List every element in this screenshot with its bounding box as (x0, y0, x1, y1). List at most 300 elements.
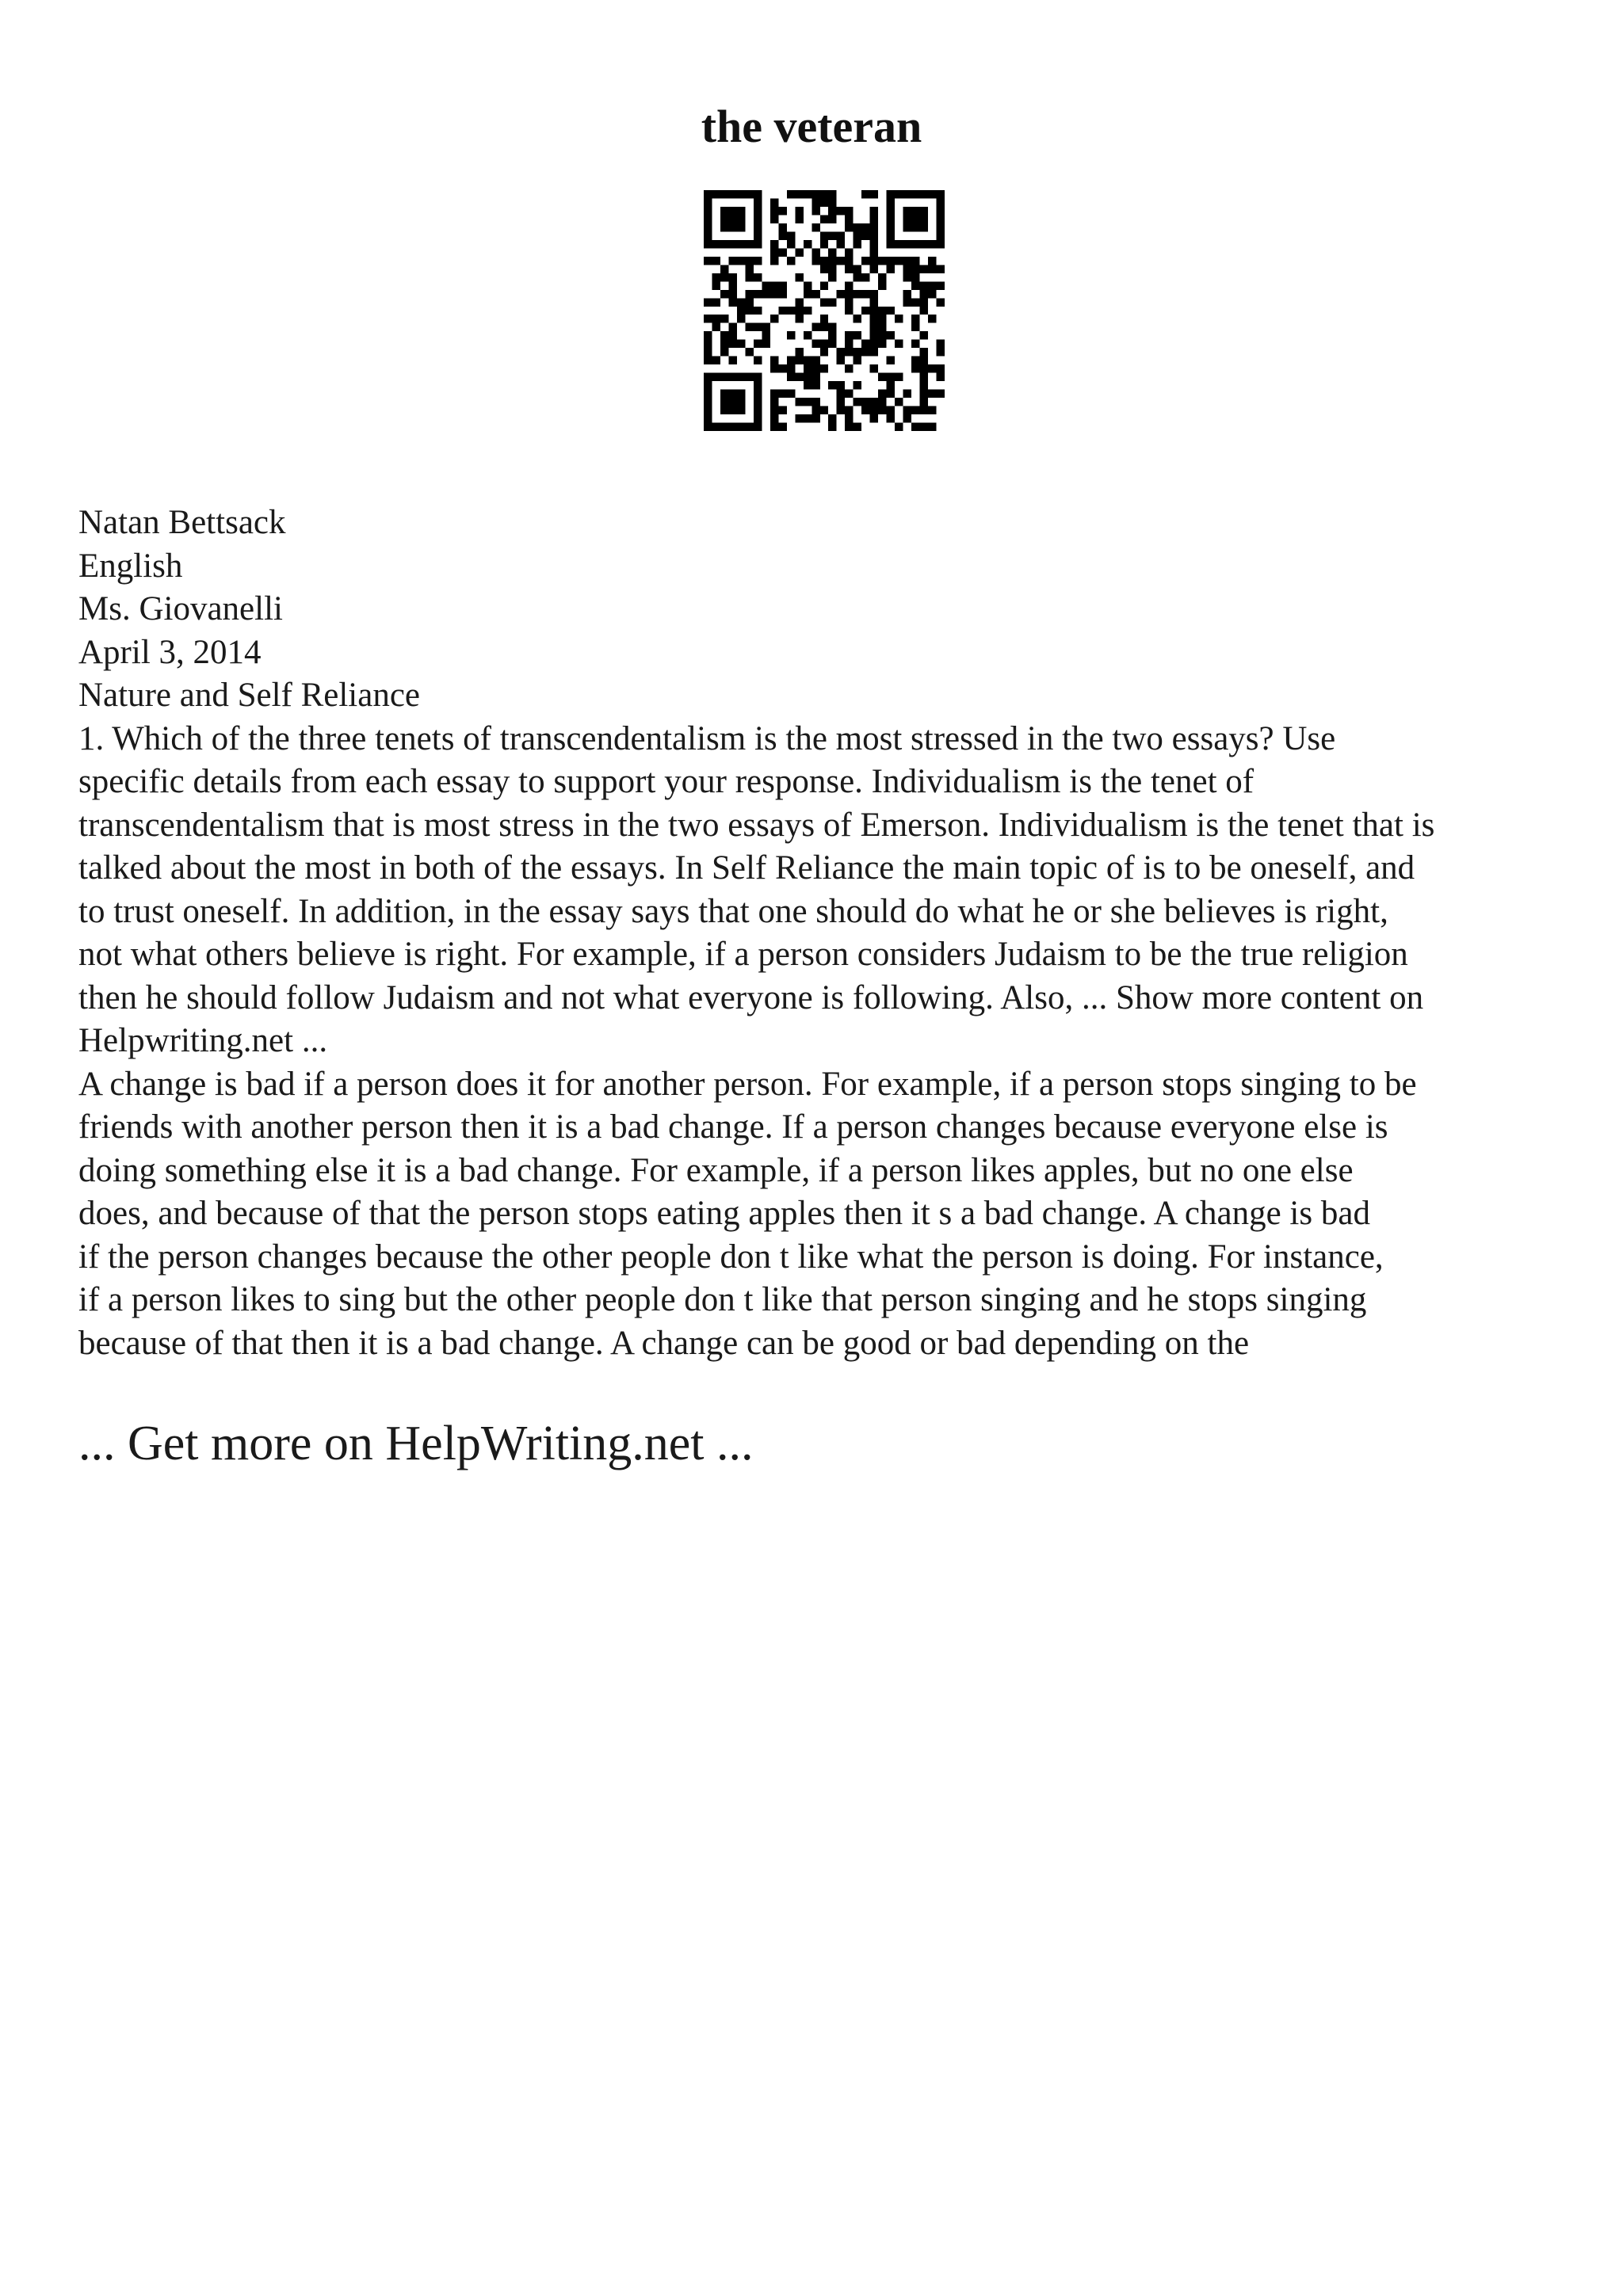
qr-module (928, 364, 936, 372)
qr-module (861, 406, 869, 414)
qr-module (920, 381, 928, 389)
qr-module (770, 423, 778, 431)
qr-module (861, 273, 869, 281)
qr-module (870, 348, 878, 356)
qr-module (712, 357, 720, 364)
qr-module (754, 257, 762, 265)
qr-module (737, 423, 745, 431)
qr-module (720, 223, 728, 231)
qr-module (720, 273, 728, 281)
qr-module (920, 223, 928, 231)
qr-module (812, 364, 819, 372)
qr-module (804, 373, 812, 381)
qr-module (795, 298, 803, 306)
qr-module (928, 240, 936, 248)
qr-module (911, 323, 919, 331)
qr-module (745, 298, 753, 306)
qr-module (728, 331, 736, 339)
qr-module (787, 364, 795, 372)
qr-module (704, 423, 712, 431)
qr-module (787, 390, 795, 398)
qr-module (903, 390, 911, 398)
qr-module (754, 381, 762, 389)
qr-module (828, 273, 836, 281)
qr-module (937, 373, 945, 381)
qr-module (887, 357, 895, 364)
qr-module (837, 390, 845, 398)
qr-module (754, 423, 762, 431)
qr-module (820, 406, 828, 414)
qr-module (795, 273, 803, 281)
qr-module (787, 373, 795, 381)
qr-module (854, 223, 861, 231)
qr-module (820, 323, 828, 331)
qr-module (795, 414, 803, 422)
qr-module (754, 398, 762, 406)
qr-module (720, 240, 728, 248)
qr-module (778, 390, 786, 398)
qr-module (903, 265, 911, 273)
qr-module (745, 240, 753, 248)
qr-module (920, 298, 928, 306)
paragraph-1-line: 1. Which of the three tenets of transcendentalism is the most stressed in the two essays? Use (78, 719, 1336, 757)
paragraph-2-line: A change is bad if a person does it for another person. For example, if a person stops singing to be (78, 1065, 1417, 1103)
qr-module (861, 340, 869, 348)
qr-module (837, 290, 845, 298)
qr-module (745, 323, 753, 331)
qr-module (911, 406, 919, 414)
qr-module (804, 364, 812, 372)
qr-module (828, 215, 836, 223)
qr-module (770, 315, 778, 322)
qr-module (737, 340, 745, 348)
qr-module (728, 257, 736, 265)
teacher-name: Ms. Giovanelli (78, 590, 283, 627)
qr-module (804, 398, 812, 406)
qr-module (704, 340, 712, 348)
qr-module (861, 190, 869, 198)
qr-module (737, 215, 745, 223)
qr-module (870, 398, 878, 406)
qr-module (812, 373, 819, 381)
qr-module (720, 390, 728, 398)
qr-module (828, 231, 836, 239)
qr-module (837, 207, 845, 215)
qr-module (704, 398, 712, 406)
essay-date: April 3, 2014 (78, 633, 262, 671)
qr-module (928, 406, 936, 414)
qr-module (845, 290, 853, 298)
qr-module (754, 207, 762, 215)
qr-module (770, 398, 778, 406)
qr-module (887, 406, 895, 414)
qr-module (754, 406, 762, 414)
author-name: Natan Bettsack (78, 504, 286, 541)
qr-module (712, 257, 720, 265)
qr-module (820, 364, 828, 372)
qr-module (870, 257, 878, 265)
qr-module (704, 257, 712, 265)
qr-module (704, 357, 712, 364)
qr-module (854, 331, 861, 339)
qr-module (903, 414, 911, 422)
qr-module (728, 423, 736, 431)
qr-module (728, 340, 736, 348)
qr-module (754, 240, 762, 248)
qr-module (778, 281, 786, 289)
qr-module (795, 348, 803, 356)
qr-module (895, 398, 903, 406)
qr-module (895, 190, 903, 198)
qr-module (928, 190, 936, 198)
qr-module (937, 281, 945, 289)
qr-module (937, 207, 945, 215)
qr-module (812, 223, 819, 231)
qr-module (720, 406, 728, 414)
qr-module (720, 331, 728, 339)
qr-module (820, 240, 828, 248)
qr-module (937, 390, 945, 398)
qr-module (728, 273, 736, 281)
qr-module (828, 414, 836, 422)
qr-module (737, 207, 745, 215)
qr-module (778, 307, 786, 315)
qr-module (737, 240, 745, 248)
qr-module (778, 290, 786, 298)
qr-module (870, 364, 878, 372)
qr-module (845, 298, 853, 306)
qr-module (820, 315, 828, 322)
qr-module (920, 357, 928, 364)
qr-module (870, 307, 878, 315)
qr-module (787, 231, 795, 239)
qr-module (770, 240, 778, 248)
paragraph-2-line: if the person changes because the other people don t like what the person is doing. For instance, (78, 1238, 1384, 1276)
paragraph-1-line: transcendentalism that is most stress in the two essays of Emerson. Individualism is the tenet that is (78, 806, 1435, 844)
qr-module (903, 223, 911, 231)
qr-module (920, 398, 928, 406)
qr-module (795, 207, 803, 215)
qr-module (754, 223, 762, 231)
qr-module (712, 315, 720, 322)
qr-module (887, 307, 895, 315)
qr-module (712, 373, 720, 381)
qr-module (728, 190, 736, 198)
qr-module (745, 273, 753, 281)
qr-module (728, 281, 736, 289)
qr-module (887, 223, 895, 231)
qr-module (861, 231, 869, 239)
qr-module (854, 315, 861, 322)
qr-module (870, 265, 878, 273)
qr-module (878, 398, 886, 406)
qr-module (911, 207, 919, 215)
qr-module (754, 323, 762, 331)
qr-module (887, 215, 895, 223)
qr-module (778, 248, 786, 256)
qr-module (795, 398, 803, 406)
qr-module (903, 207, 911, 215)
qr-module (704, 348, 712, 356)
qr-module (720, 207, 728, 215)
qr-module (704, 381, 712, 389)
qr-module (795, 373, 803, 381)
qr-module (854, 398, 861, 406)
qr-module (828, 190, 836, 198)
qr-module (812, 290, 819, 298)
qr-module (770, 290, 778, 298)
qr-module (820, 231, 828, 239)
qr-module (728, 290, 736, 298)
paragraph-2-line: doing something else it is a bad change. For example, if a person likes apples, but no one else (78, 1151, 1354, 1189)
qr-module (854, 348, 861, 356)
qr-module (837, 398, 845, 406)
paragraph-2-line: if a person likes to sing but the other people don t like that person singing and he stops singing (78, 1281, 1367, 1318)
qr-module (712, 281, 720, 289)
qr-module (837, 240, 845, 248)
qr-module (878, 315, 886, 322)
qr-module (937, 340, 945, 348)
qr-module (804, 190, 812, 198)
qr-module (728, 357, 736, 364)
qr-module (745, 348, 753, 356)
qr-module (820, 198, 828, 206)
qr-module (754, 340, 762, 348)
qr-module (754, 190, 762, 198)
qr-module (737, 298, 745, 306)
qr-module (712, 190, 720, 198)
qr-module (795, 315, 803, 322)
qr-module (920, 265, 928, 273)
qr-module (911, 315, 919, 322)
qr-module (928, 257, 936, 265)
qr-module (778, 406, 786, 414)
qr-module (854, 265, 861, 273)
qr-module (911, 265, 919, 273)
qr-module (845, 340, 853, 348)
qr-module (728, 323, 736, 331)
qr-module (937, 298, 945, 306)
qr-module (854, 381, 861, 389)
qr-module (828, 298, 836, 306)
qr-module (812, 248, 819, 256)
qr-module (895, 257, 903, 265)
qr-module (870, 406, 878, 414)
qr-module (762, 323, 769, 331)
qr-module (787, 331, 795, 339)
qr-module (937, 240, 945, 248)
qr-module (737, 315, 745, 322)
qr-module (787, 357, 795, 364)
qr-module (837, 406, 845, 414)
qr-module (845, 423, 853, 431)
get-more-link[interactable]: ... Get more on HelpWriting.net ... (78, 1417, 754, 1470)
qr-module (820, 257, 828, 265)
qr-module (762, 290, 769, 298)
qr-module (937, 364, 945, 372)
qr-module (745, 373, 753, 381)
qr-module (870, 248, 878, 256)
qr-module (754, 373, 762, 381)
qr-module (854, 290, 861, 298)
qr-module (937, 215, 945, 223)
qr-module (854, 273, 861, 281)
qr-module (812, 357, 819, 364)
qr-module (712, 323, 720, 331)
qr-module (828, 323, 836, 331)
qr-module (795, 307, 803, 315)
qr-module (754, 198, 762, 206)
qr-module (920, 390, 928, 398)
qr-module (728, 298, 736, 306)
qr-module (704, 373, 712, 381)
qr-module (911, 223, 919, 231)
qr-module (828, 265, 836, 273)
qr-module (704, 223, 712, 231)
qr-module (770, 357, 778, 364)
qr-module (778, 207, 786, 215)
qr-module (704, 315, 712, 322)
qr-module (704, 231, 712, 239)
qr-module (828, 331, 836, 339)
qr-module (911, 281, 919, 289)
qr-module (804, 281, 812, 289)
qr-module (770, 215, 778, 223)
qr-module (887, 198, 895, 206)
qr-module (762, 331, 769, 339)
qr-module (804, 357, 812, 364)
qr-module (870, 207, 878, 215)
paragraph-2-line: friends with another person then it is a bad change. If a person changes because everyone else is (78, 1108, 1388, 1146)
qr-module (928, 390, 936, 398)
qr-module (828, 198, 836, 206)
qr-module (887, 381, 895, 389)
qr-module (870, 298, 878, 306)
qr-module (911, 240, 919, 248)
qr-module (754, 390, 762, 398)
qr-module (870, 223, 878, 231)
qr-module (903, 215, 911, 223)
qr-module (911, 298, 919, 306)
qr-module (728, 390, 736, 398)
qr-module (728, 223, 736, 231)
qr-module (812, 414, 819, 422)
qr-module (812, 398, 819, 406)
paragraph-1-line: not what others believe is right. For example, if a person considers Judaism to be the true religion (78, 936, 1408, 973)
qr-module (820, 265, 828, 273)
qr-module (911, 364, 919, 372)
qr-module (704, 406, 712, 414)
qr-module (745, 307, 753, 315)
qr-module (878, 331, 886, 339)
qr-module (845, 331, 853, 339)
qr-module (762, 281, 769, 289)
qr-module (728, 406, 736, 414)
qr-module (903, 190, 911, 198)
qr-module (754, 273, 762, 281)
qr-module (770, 248, 778, 256)
qr-module (920, 215, 928, 223)
qr-module (812, 340, 819, 348)
qr-module (870, 331, 878, 339)
qr-module (878, 340, 886, 348)
qr-module (911, 273, 919, 281)
qr-module (837, 357, 845, 364)
qr-module (737, 398, 745, 406)
qr-module (770, 281, 778, 289)
qr-module (704, 390, 712, 398)
qr-module (720, 315, 728, 322)
qr-module (820, 348, 828, 356)
qr-module (737, 307, 745, 315)
qr-module (895, 315, 903, 322)
qr-module (854, 231, 861, 239)
qr-module (728, 207, 736, 215)
qr-module (812, 323, 819, 331)
qr-module (920, 207, 928, 215)
qr-module (737, 406, 745, 414)
qr-module (745, 290, 753, 298)
qr-module (770, 414, 778, 422)
qr-module (704, 215, 712, 223)
qr-module (845, 348, 853, 356)
qr-module (745, 423, 753, 431)
qr-module (928, 281, 936, 289)
qr-module (795, 248, 803, 256)
qr-module (812, 198, 819, 206)
qr-module (720, 340, 728, 348)
qr-module (804, 381, 812, 389)
qr-module (804, 290, 812, 298)
qr-module (745, 265, 753, 273)
qr-module (870, 290, 878, 298)
qr-module (787, 257, 795, 265)
qr-module (920, 307, 928, 315)
qr-module (804, 414, 812, 422)
qr-module (804, 331, 812, 339)
qr-module (828, 207, 836, 215)
qr-module (845, 207, 853, 215)
essay-topic: Nature and Self Reliance (78, 677, 421, 714)
qr-module (804, 307, 812, 315)
qr-module (828, 423, 836, 431)
qr-module (754, 290, 762, 298)
qr-module (770, 257, 778, 265)
qr-module (854, 423, 861, 431)
qr-module (870, 240, 878, 248)
qr-module (804, 240, 812, 248)
qr-module (720, 373, 728, 381)
qr-module (812, 207, 819, 215)
qr-module (887, 373, 895, 381)
qr-module (878, 390, 886, 398)
qr-module (778, 223, 786, 231)
qr-module (712, 298, 720, 306)
qr-module (920, 348, 928, 356)
qr-module (870, 190, 878, 198)
qr-module (770, 406, 778, 414)
qr-module (837, 231, 845, 239)
qr-module (937, 265, 945, 273)
qr-module (845, 364, 853, 372)
qr-module (787, 240, 795, 248)
qr-module (737, 390, 745, 398)
qr-module (820, 340, 828, 348)
qr-module (928, 423, 936, 431)
qr-module (861, 257, 869, 265)
qr-module (737, 257, 745, 265)
qr-module (754, 307, 762, 315)
